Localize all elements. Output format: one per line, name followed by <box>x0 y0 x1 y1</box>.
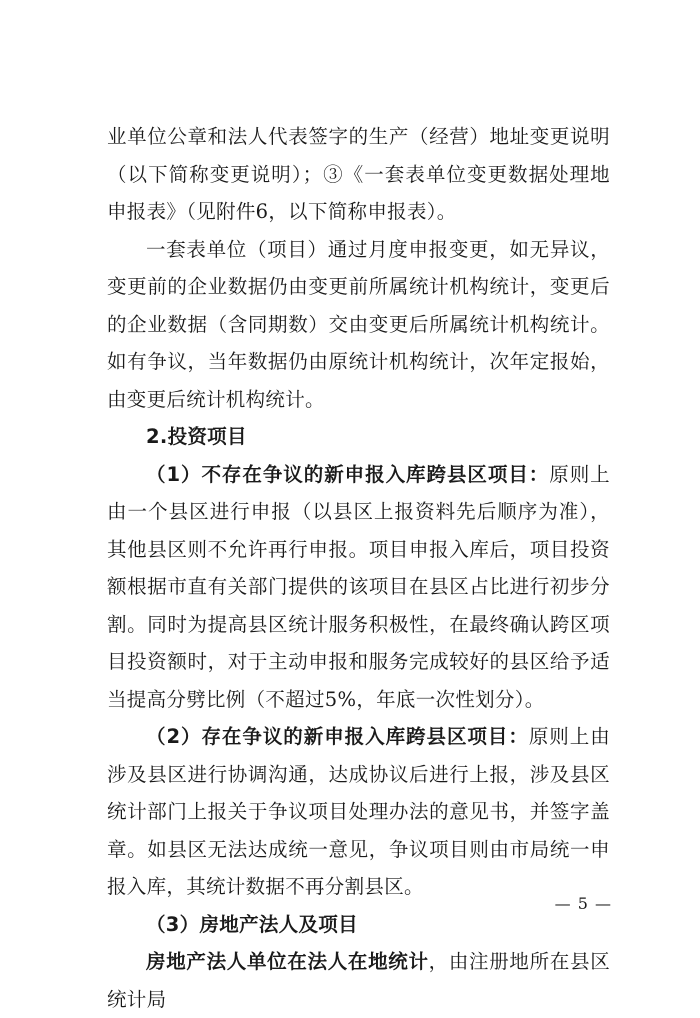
real-estate-lead: 房地产法人单位在法人在地统计 <box>146 950 429 973</box>
page-number: — 5 — <box>554 894 612 913</box>
real-estate-body: ，由注册地所在县区统计局 <box>107 950 610 1011</box>
paragraph-change-explanation <box>107 118 610 231</box>
paragraph-real-estate <box>107 943 610 1018</box>
section-heading-investment-projects: 2.投资项目 <box>146 425 247 448</box>
item-lead-disputed: （2）存在争议的新申报入库跨县区项目： <box>146 725 529 748</box>
paragraph-text: 业单位公章和法人代表签字的生产（经营）地址变更说明（以下简称变更说明）；③《一套表单位变更数据处理地申报表》（见附件6，以下简称申报表）。 <box>107 125 610 223</box>
item-body-disputed: 原则上由涉及县区进行协调沟通，达成协议后进行上报，涉及县区统计部门上报关于争议项目处理办法的意见书，并签字盖章。如县区无法达成统一意见，争议项目则由市局统一申报入库，其统计数据不再分割县区。 <box>107 725 610 898</box>
paragraph-undisputed-projects <box>107 456 610 719</box>
item-body-undisputed: 原则上由一个县区进行申报（以县区上报资料先后顺序为准），其他县区则不允许再行申报。项目申报入库后，项目投资额根据市直有关部门提供的该项目在县区占比进行初步分割。同时为提高县区统计服务积极性，在最终确认跨区项目投资额时，对于主动申报和服务完成较好的县区给予适当提高分劈比例（不超过5%，年底一次性划分）。 <box>107 462 610 711</box>
item-lead-undisputed: （1）不存在争议的新申报入库跨县区项目： <box>146 462 550 486</box>
paragraph-text: 一套表单位（项目）通过月度申报变更，如无异议，变更前的企业数据仍由变更前所属统计机构统计，变更后的企业数据（含同期数）交由变更后所属统计机构统计。如有争议，当年数据仍由原统计机构统计，次年定报始，由变更后统计机构统计。 <box>107 237 610 411</box>
paragraph-disputed-projects <box>107 718 610 906</box>
document-body <box>107 118 610 1018</box>
subheading-real-estate: （3）房地产法人及项目 <box>146 912 358 936</box>
paragraph-monthly-change <box>107 231 610 419</box>
